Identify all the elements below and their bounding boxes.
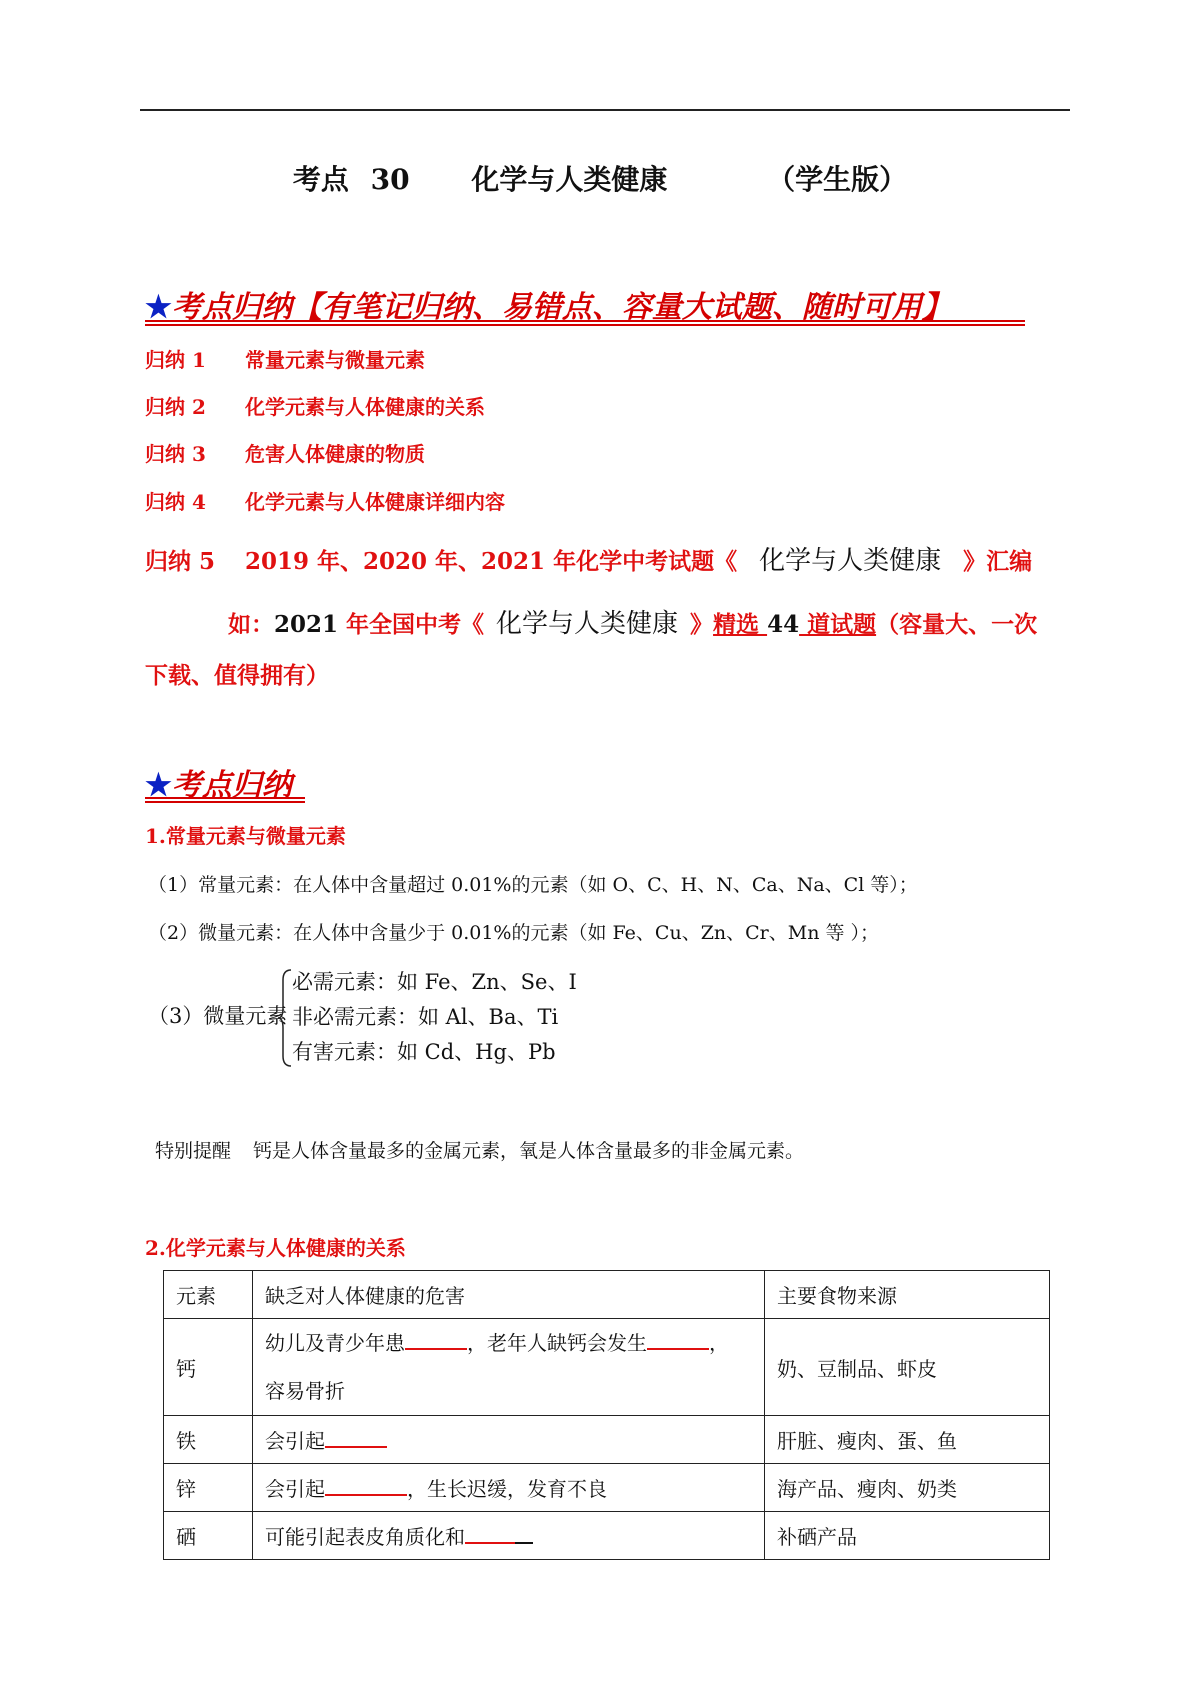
answer-blank[interactable] xyxy=(405,1328,467,1350)
essential-elements: 必需元素：如 Fe、Zn、Se、I xyxy=(292,970,577,994)
induction-1[interactable]: 归纳 1 常量元素与微量元素 xyxy=(145,348,425,372)
section2-heading: 2.化学元素与人体健康的关系 xyxy=(145,1236,406,1260)
header-element: 元素 xyxy=(164,1271,253,1319)
banner2-underline xyxy=(145,797,305,799)
brace-icon xyxy=(277,968,293,1068)
questions-link[interactable]: 道试题 xyxy=(799,611,877,638)
induction-5[interactable]: 归纳 5 2019 年、2020 年、2021 年化学中考试题《 化学与人类健康 》汇编 xyxy=(145,546,1033,576)
element-health-table xyxy=(163,1270,1050,1560)
banner-kaodian-text: 考点归纳 xyxy=(171,768,292,803)
induction-3[interactable]: 归纳 3 危害人体健康的物质 xyxy=(145,442,425,466)
section1-p2: （2）微量元素：在人体中含量少于 0.01%的元素（如 Fe、Cu、Zn、Cr、Mn 等 ）； xyxy=(148,922,880,944)
induction-2[interactable]: 归纳 2 化学元素与人体健康的关系 xyxy=(145,395,485,419)
trace-element-label: （3）微量元素 xyxy=(148,1004,288,1028)
table-row: 锌 会引起 ，生长迟缓，发育不良 海产品、瘦肉、奶类 xyxy=(164,1464,1050,1512)
harmful-elements: 有害元素：如 Cd、Hg、Pb xyxy=(292,1040,556,1064)
answer-blank[interactable] xyxy=(647,1328,709,1350)
table-row: 铁 会引起 肝脏、瘦肉、蛋、鱼 xyxy=(164,1416,1050,1464)
page-title xyxy=(0,158,1200,198)
special-tip xyxy=(155,1136,804,1163)
answer-blank[interactable] xyxy=(325,1474,407,1496)
example-line[interactable]: 如：2021 年全国中考《 化学与人类健康 》精选 44 道试题（容量大、一次 xyxy=(228,609,1038,639)
title-kaodian: 考点 xyxy=(292,163,349,196)
example-line-2: 下载、值得拥有） xyxy=(145,662,329,689)
banner-summary-text: 考点归纳【有笔记归纳、易错点、容量大试题、随时可用】 xyxy=(171,290,952,325)
section1-heading: 1.常量元素与微量元素 xyxy=(145,824,346,848)
title-edition: （学生版） xyxy=(767,163,908,196)
answer-blank[interactable] xyxy=(325,1426,387,1448)
tip-label: 特别提醒 xyxy=(155,1140,232,1162)
induction-4[interactable]: 归纳 4 化学元素与人体健康详细内容 xyxy=(145,490,505,514)
nonessential-elements: 非必需元素：如 Al、Ba、Ti xyxy=(292,1005,559,1029)
section1-p1: （1）常量元素：在人体中含量超过 0.01%的元素（如 O、C、H、N、Ca、Na、Cl 等）； xyxy=(148,874,918,896)
title-name: 化学与人类健康 xyxy=(471,163,668,196)
table-row: 钙 幼儿及青少年患 ，老年人缺钙会发生 ， 容易骨折 奶、豆制品、虾皮 xyxy=(164,1319,1050,1416)
top-rule xyxy=(140,109,1070,111)
table-row: 硒 可能引起表皮角质化和 补硒产品 xyxy=(164,1512,1050,1560)
header-food: 主要食物来源 xyxy=(765,1271,1050,1319)
answer-blank[interactable] xyxy=(465,1522,515,1544)
banner-underline xyxy=(145,320,1025,322)
star-icon: ★ xyxy=(145,290,172,325)
star-icon-2: ★ xyxy=(145,768,172,803)
title-number: 30 xyxy=(370,163,410,196)
header-harm: 缺乏对人体健康的危害 xyxy=(253,1271,765,1319)
table-header-row xyxy=(164,1271,1050,1319)
tip-text: 钙是人体含量最多的金属元素，氧是人体含量最多的非金属元素。 xyxy=(253,1140,805,1162)
select-link[interactable]: 精选 xyxy=(713,611,768,638)
banner-underline-2 xyxy=(145,324,1025,326)
banner2-underline-2 xyxy=(145,801,305,803)
